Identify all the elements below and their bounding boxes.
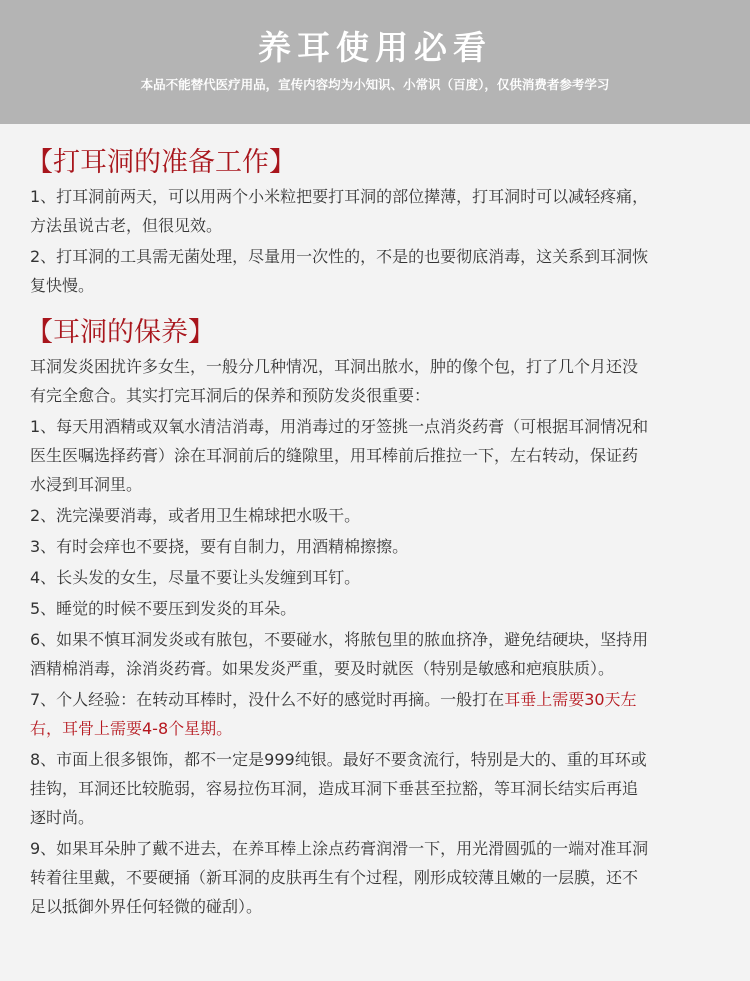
care-item-1 — [30, 412, 726, 499]
article-content — [0, 124, 750, 921]
care-item-3: 3、有时会痒也不要挠，要有自制力，用酒精棉擦擦。 — [30, 537, 409, 556]
care-item-4: 4、长头发的女生，尽量不要让头发缠到耳钉。 — [30, 568, 361, 587]
text-line: 6、如果不慎耳洞发炎或有脓包，不要碰水，将脓包里的脓血挤净，避免结硬块，坚持用 — [30, 630, 649, 649]
page-title: 养耳使用必看 — [258, 28, 492, 67]
text-line: 方法虽说古老，但很见效。 — [30, 216, 223, 235]
text-line: 医生医嘱选择药膏）涂在耳洞前后的缝隙里，用耳棒前后推拉一下，左右转动，保证药 — [30, 446, 639, 465]
care-item-2: 2、洗完澡要消毒，或者用卫生棉球把水吸干。 — [30, 506, 361, 525]
text-line: 7、个人经验：在转动耳棒时，没什么不好的感觉时再摘。一般打在 — [30, 690, 505, 709]
preparation-item-1 — [30, 182, 726, 240]
care-intro — [30, 352, 726, 410]
text-line: 转着往里戴，不要硬捅（新耳洞的皮肤再生有个过程，刚形成较薄且嫩的一层膜，还不 — [30, 868, 639, 887]
text-line: 逐时尚。 — [30, 808, 95, 827]
text-line: 足以抵御外界任何轻微的碰刮）。 — [30, 897, 263, 916]
care-item-8 — [30, 745, 726, 832]
header-banner — [0, 0, 750, 124]
text-line: 2、打耳洞的工具需无菌处理，尽量用一次性的，不是的也要彻底消毒，这关系到耳洞恢 — [30, 247, 649, 266]
section-title-care: 【耳洞的保养】 — [26, 317, 215, 348]
care-item-9 — [30, 834, 726, 921]
text-line: 9、如果耳朵肿了戴不进去，在养耳棒上涂点药膏润滑一下，用光滑圆弧的一端对准耳洞 — [30, 839, 649, 858]
text-line: 8、市面上很多银饰，都不一定是999纯银。最好不要贪流行，特别是大的、重的耳环或 — [30, 750, 647, 769]
preparation-item-2 — [30, 242, 726, 300]
text-line: 水浸到耳洞里。 — [30, 475, 143, 494]
text-line: 1、打耳洞前两天，可以用两个小米粒把要打耳洞的部位撵薄，打耳洞时可以减轻疼痛， — [30, 187, 649, 206]
care-item-6 — [30, 625, 726, 683]
text-line: 复快慢。 — [30, 276, 95, 295]
text-line: 挂钩，耳洞还比较脆弱，容易拉伤耳洞，造成耳洞下垂甚至拉豁，等耳洞长结实后再追 — [30, 779, 639, 798]
text-line: 有完全愈合。其实打完耳洞后的保养和预防发炎很重要： — [30, 386, 431, 405]
text-line: 耳洞发炎困扰许多女生，一般分几种情况，耳洞出脓水，肿的像个包，打了几个月还没 — [30, 357, 639, 376]
text-line: 酒精棉消毒，涂消炎药膏。如果发炎严重，要及时就医（特别是敏感和疤痕肤质）。 — [30, 659, 615, 678]
text-line: 1、每天用酒精或双氧水清洁消毒，用消毒过的牙签挑一点消炎药膏（可根据耳洞情况和 — [30, 417, 649, 436]
care-item-5: 5、睡觉的时候不要压到发炎的耳朵。 — [30, 599, 297, 618]
highlight-healing-time: 右，耳骨上需要4-8个星期。 — [30, 719, 233, 738]
care-item-7 — [30, 685, 726, 743]
disclaimer-subtitle: 本品不能替代医疗用品，宣传内容均为小知识、小常识（百度），仅供消费者参考学习 — [140, 77, 610, 92]
section-title-preparation: 【打耳洞的准备工作】 — [26, 147, 296, 178]
highlight-healing-time: 耳垂上需要30天左 — [504, 690, 637, 709]
